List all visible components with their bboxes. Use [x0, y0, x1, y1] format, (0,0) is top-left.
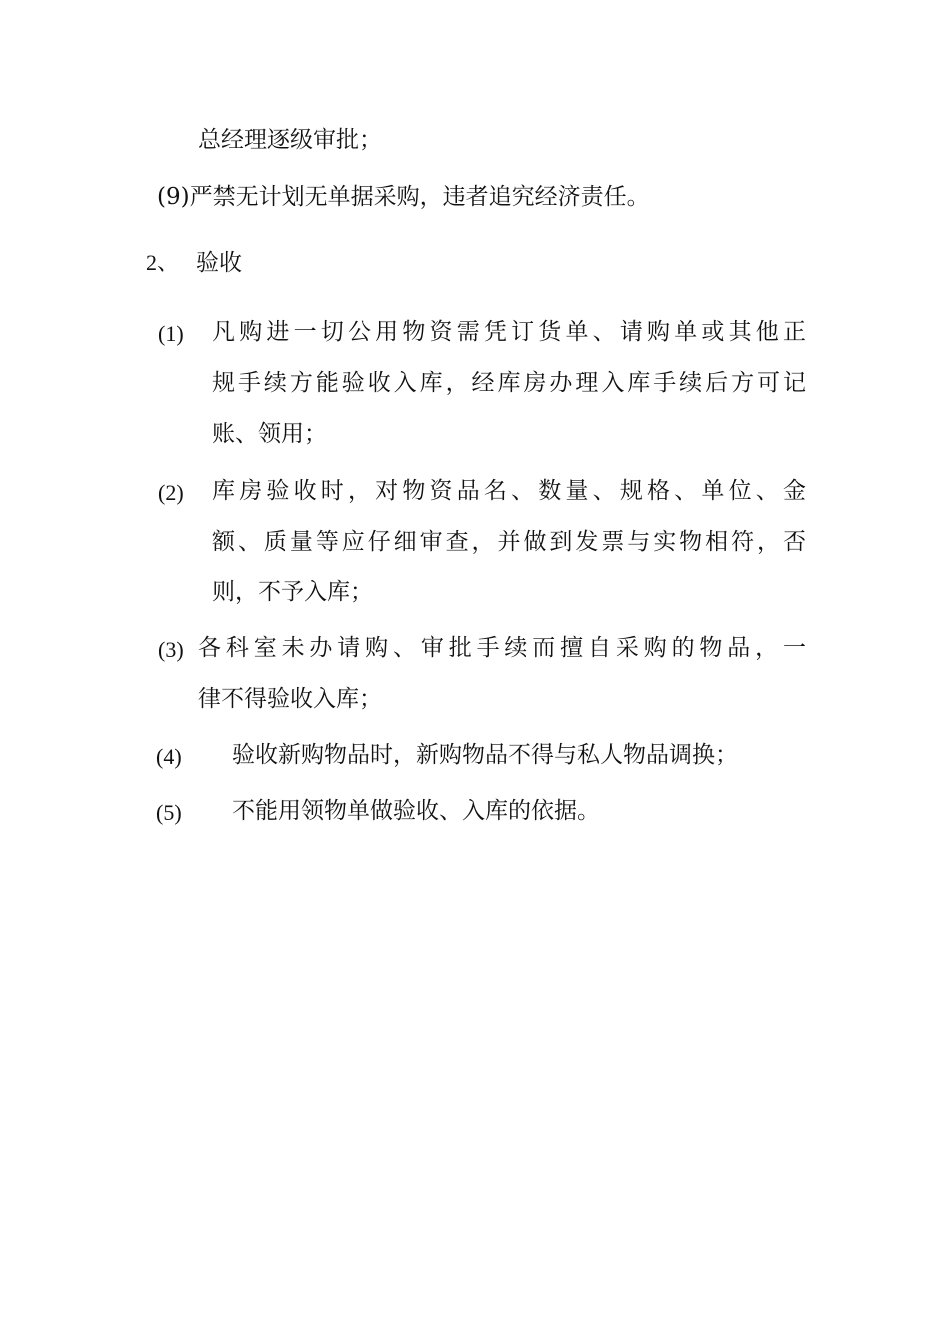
item-text-line: 规手续方能验收入库，经库房办理入库手续后方可记 [212, 370, 806, 396]
item-text-line: 验收新购物品时，新购物品不得与私人物品调换； [232, 742, 738, 768]
item-text-line: 凡购进一切公用物资需凭订货单、请购单或其他正 [212, 319, 806, 345]
item-number: (4) [156, 744, 182, 769]
section-title: 验收 [196, 250, 242, 276]
item-number: (2) [158, 480, 184, 505]
item-number: (1) [158, 321, 184, 346]
item-number: (5) [156, 800, 182, 825]
text-line: (9)严禁无计划无单据采购，违者追究经济责任。 [157, 184, 650, 210]
text-line: 总经理逐级审批； [198, 127, 382, 153]
item-text-line: 则，不予入库； [212, 579, 373, 605]
item-text-line: 库房验收时，对物资品名、数量、规格、单位、金 [212, 478, 806, 504]
item-number: (3) [158, 637, 184, 662]
item-text-line: 律不得验收入库； [198, 686, 382, 712]
section-number: 2、 [146, 250, 180, 275]
item-text-line: 各科室未办请购、审批手续而擅自采购的物品，一 [198, 635, 806, 661]
item-text-line: 额、质量等应仔细审查，并做到发票与实物相符，否 [212, 529, 806, 555]
item-text-line: 账、领用； [212, 421, 327, 447]
item-text-line: 不能用领物单做验收、入库的依据。 [232, 798, 600, 824]
